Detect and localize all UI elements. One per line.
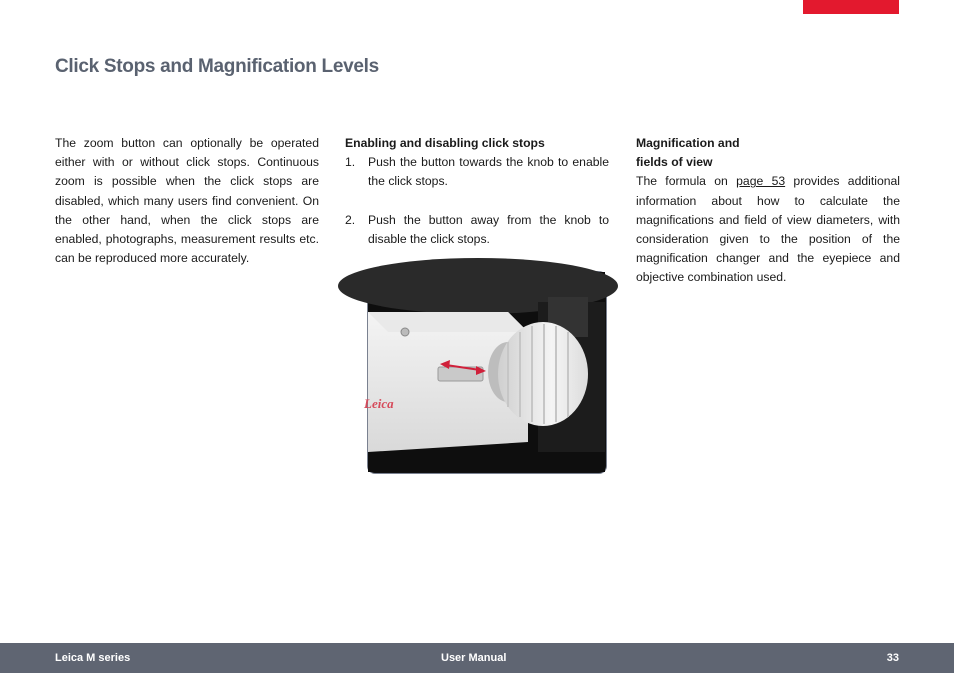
step-text: Push the button away from the knob to disable the click stops. xyxy=(368,212,609,246)
click-stops-heading: Enabling and disabling click stops xyxy=(345,136,545,150)
click-stops-column xyxy=(345,134,609,249)
magnification-heading-line2: fields of view xyxy=(636,155,713,170)
page-title: Click Stops and Magnification Levels xyxy=(55,56,379,77)
magnification-heading-line1: Magnification and xyxy=(636,136,740,150)
magnification-text-after: provides additional information about how to calculate the magnifications and field of view diameters, with consideration given to the position of the magnification changer and the eyepiece and objective combination used. xyxy=(636,174,900,285)
zoom-knob-photo xyxy=(364,271,607,474)
page-footer xyxy=(0,643,954,673)
zoom-knob-illustration xyxy=(364,272,605,472)
screw-icon xyxy=(401,328,409,336)
step-number: 1. xyxy=(345,155,356,170)
magnification-heading xyxy=(636,134,900,172)
carrier-top-face xyxy=(368,312,528,332)
magnification-text-before: The formula on xyxy=(636,174,737,189)
header-red-tab xyxy=(803,0,899,14)
step-number: 2. xyxy=(345,212,356,227)
step-item xyxy=(345,153,609,191)
leica-logo: Leica xyxy=(364,396,394,411)
intro-paragraph: The zoom button can optionally be operated either with or without click stops. Continuous zoom is possible when the click stops are disabled, which many users find convenient. On the other hand, when the click stops are enabled, photographs, measurement results etc. can be reproduced more accurately. xyxy=(55,136,319,266)
page-53-link[interactable]: page 53 xyxy=(736,174,786,189)
magnification-column xyxy=(636,134,900,288)
footer-document: User Manual xyxy=(441,652,507,664)
footer-product: Leica M series xyxy=(55,652,131,664)
step-item xyxy=(345,211,609,249)
magnification-paragraph xyxy=(636,172,900,287)
page-number: 33 xyxy=(886,652,899,664)
click-stops-steps xyxy=(345,153,609,249)
step-text: Push the button towards the knob to enable the click stops. xyxy=(368,155,609,189)
intro-column xyxy=(55,134,319,268)
